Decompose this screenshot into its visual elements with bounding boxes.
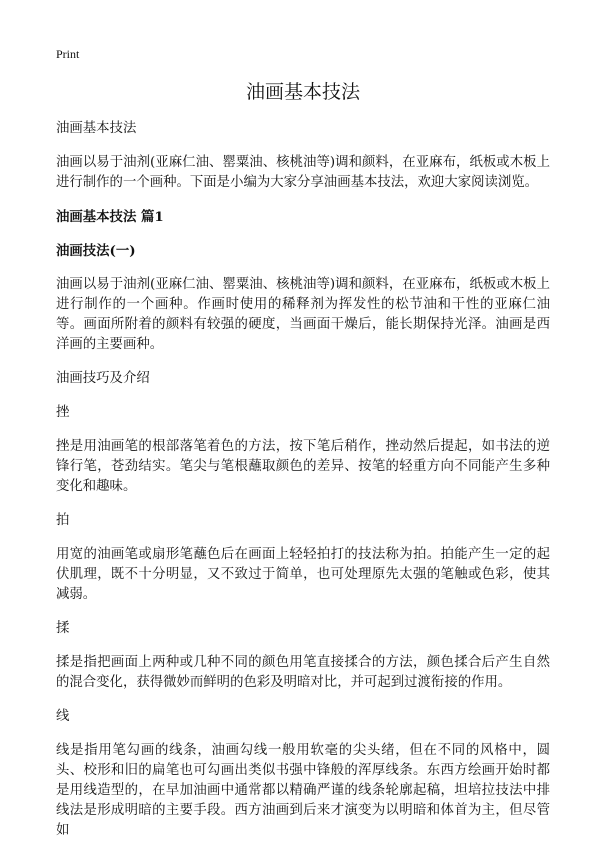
paragraph: 用宽的油画笔或扇形笔蘸色后在画面上轻轻拍打的技法称为拍。拍能产生一定的起伏肌理，既不十分明显，又不致过于简单，也可处理原先太强的笔触或色彩，使其减弱。 xyxy=(56,547,550,602)
paragraph: 线 xyxy=(56,709,70,724)
paragraph: 拍 xyxy=(56,513,70,528)
paragraph: 油画基本技法 xyxy=(56,121,137,136)
section-heading: 油画技法(一) xyxy=(56,243,136,259)
paragraph: 揉 xyxy=(56,621,70,636)
document-title: 油画基本技法 xyxy=(245,81,360,103)
paragraph: 油画以易于油剂(亚麻仁油、罂粟油、核桃油等)调和颜料，在亚麻布，纸板或木板上进行制作的一个画种。下面是小编为大家分享油画基本技法，欢迎大家阅读浏览。 xyxy=(56,155,550,190)
paragraph: 线是指用笔勾画的线条，油画勾线一般用软毫的尖头绪，但在不同的风格中，圆头、校形和旧的扁笔也可勾画出类似书强中锋般的浑厚线条。东西方绘画开始时都是用线造型的，在早加油画中通常都以精确严谨的线条轮廓起稿，坦培拉技法中排线法是形成明暗的主要手段。西方油画到后来才演变为以明暗和体首为主，但尽管如 xyxy=(56,743,550,838)
paragraph: 揉是指把画面上两种或几种不同的颜色用笔直接揉合的方法，颜色揉合后产生自然的混合变化，获得微妙而鲜明的色彩及明暗对比，并可起到过渡衔接的作用。 xyxy=(56,655,550,690)
paragraph: 挫是用油画笔的根部落笔着色的方法，按下笔后稍作，挫动然后提起，如书法的逆锋行笔，苍劲结实。笔尖与笔根蘸取颜色的差异、按笔的轻重方向不同能产生多种变化和趣味。 xyxy=(56,439,550,494)
section-heading: 油画基本技法 篇1 xyxy=(56,209,164,225)
document-body xyxy=(56,119,550,855)
print-label[interactable]: Print xyxy=(56,47,80,61)
paragraph: 挫 xyxy=(56,405,70,420)
paragraph: 油画技巧及介绍 xyxy=(56,371,150,386)
paragraph: 油画以易于油剂(亚麻仁油、罂粟油、核桃油等)调和颜料，在亚麻布，纸板或木板上进行制作的一个画种。作画时使用的稀释剂为挥发性的松节油和干性的亚麻仁油等。画面所附着的颜料有较强的硬度，当画面干燥后，能长期保持光泽。油画是西洋画的主要画种。 xyxy=(56,277,550,352)
